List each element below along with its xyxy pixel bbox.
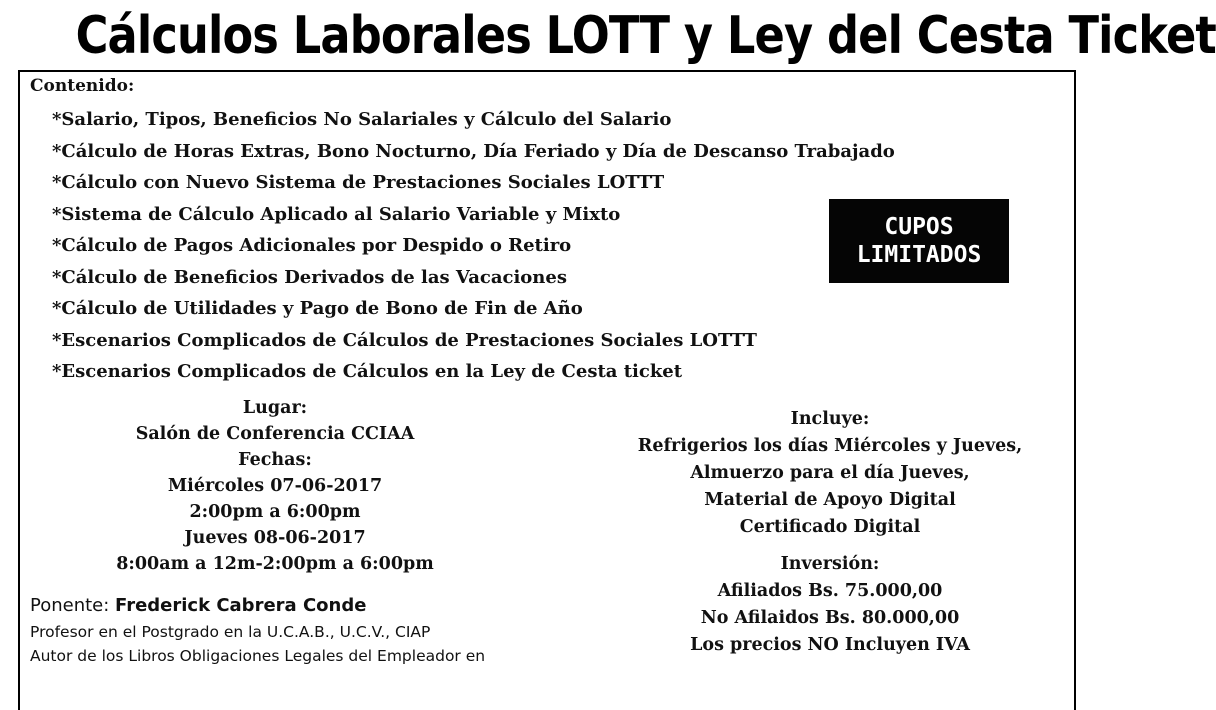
topic-item: *Cálculo con Nuevo Sistema de Prestaciones Sociales LOTTT — [52, 172, 665, 193]
section-spacer — [600, 541, 1060, 551]
includes-item: Material de Apoyo Digital — [704, 490, 956, 510]
limited-seats-badge — [829, 199, 1009, 283]
topic-list — [52, 104, 895, 388]
price-non-affiliated: No Afilaidos Bs. 80.000,00 — [700, 608, 960, 628]
flyer-title: Cálculos Laborales LOTT y Ley del Cesta Ticket — [75, 6, 1216, 66]
speaker-block — [30, 592, 485, 668]
topic-item: *Escenarios Complicados de Cálculos de Prestaciones Sociales LOTTT — [52, 329, 757, 351]
speaker-heading — [30, 592, 485, 620]
speaker-credential: Autor de los Libros Obligaciones Legales del Empleador en — [30, 647, 486, 665]
speaker-label: Ponente: — [30, 595, 110, 616]
includes-label: Incluye: — [790, 409, 870, 429]
speaker-name: Frederick Cabrera Conde — [115, 595, 367, 616]
topic-item: *Sistema de Cálculo Aplicado al Salario Variable y Mixto — [52, 203, 621, 225]
venue-label: Lugar: — [242, 398, 308, 418]
speaker-credential: Profesor en el Postgrado en la U.C.A.B., U.C.V., CIAP — [30, 623, 431, 641]
includes-item: Almuerzo para el día Jueves, — [690, 463, 970, 483]
topic-item: *Salario, Tipos, Beneficios No Salariales y Cálculo del Salario — [52, 109, 672, 130]
investment-label: Inversión: — [780, 554, 880, 574]
includes-block — [600, 406, 1060, 659]
topic-item: *Cálculo de Horas Extras, Bono Nocturno, Día Feriado y Día de Descanso Trabajado — [52, 140, 895, 162]
content-heading: Contenido: — [30, 76, 135, 96]
tax-note: Los precios NO Incluyen IVA — [690, 635, 970, 655]
badge-line-1: CUPOS — [884, 214, 954, 240]
includes-item: Certificado Digital — [739, 517, 921, 537]
topic-item: *Cálculo de Beneficios Derivados de las Vacaciones — [52, 266, 567, 288]
includes-item: Refrigerios los días Miércoles y Jueves, — [637, 436, 1023, 456]
time-day-1: 2:00pm a 6:00pm — [189, 502, 361, 522]
badge-line-2: LIMITADOS — [856, 242, 982, 268]
topic-item: *Escenarios Complicados de Cálculos en la Ley de Cesta ticket — [52, 361, 683, 382]
venue-name: Salón de Conferencia CCIAA — [135, 424, 415, 444]
dates-label: Fechas: — [238, 450, 312, 470]
topic-item: *Cálculo de Utilidades y Pago de Bono de Fin de Año — [52, 298, 583, 319]
date-day-1: Miércoles 07-06-2017 — [167, 476, 383, 496]
date-day-2: Jueves 08-06-2017 — [184, 528, 366, 548]
topic-item: *Cálculo de Pagos Adicionales por Despido o Retiro — [52, 235, 572, 256]
time-day-2: 8:00am a 12m-2:00pm a 6:00pm — [116, 554, 434, 574]
price-affiliated: Afiliados Bs. 75.000,00 — [717, 581, 943, 601]
venue-block — [85, 395, 465, 577]
